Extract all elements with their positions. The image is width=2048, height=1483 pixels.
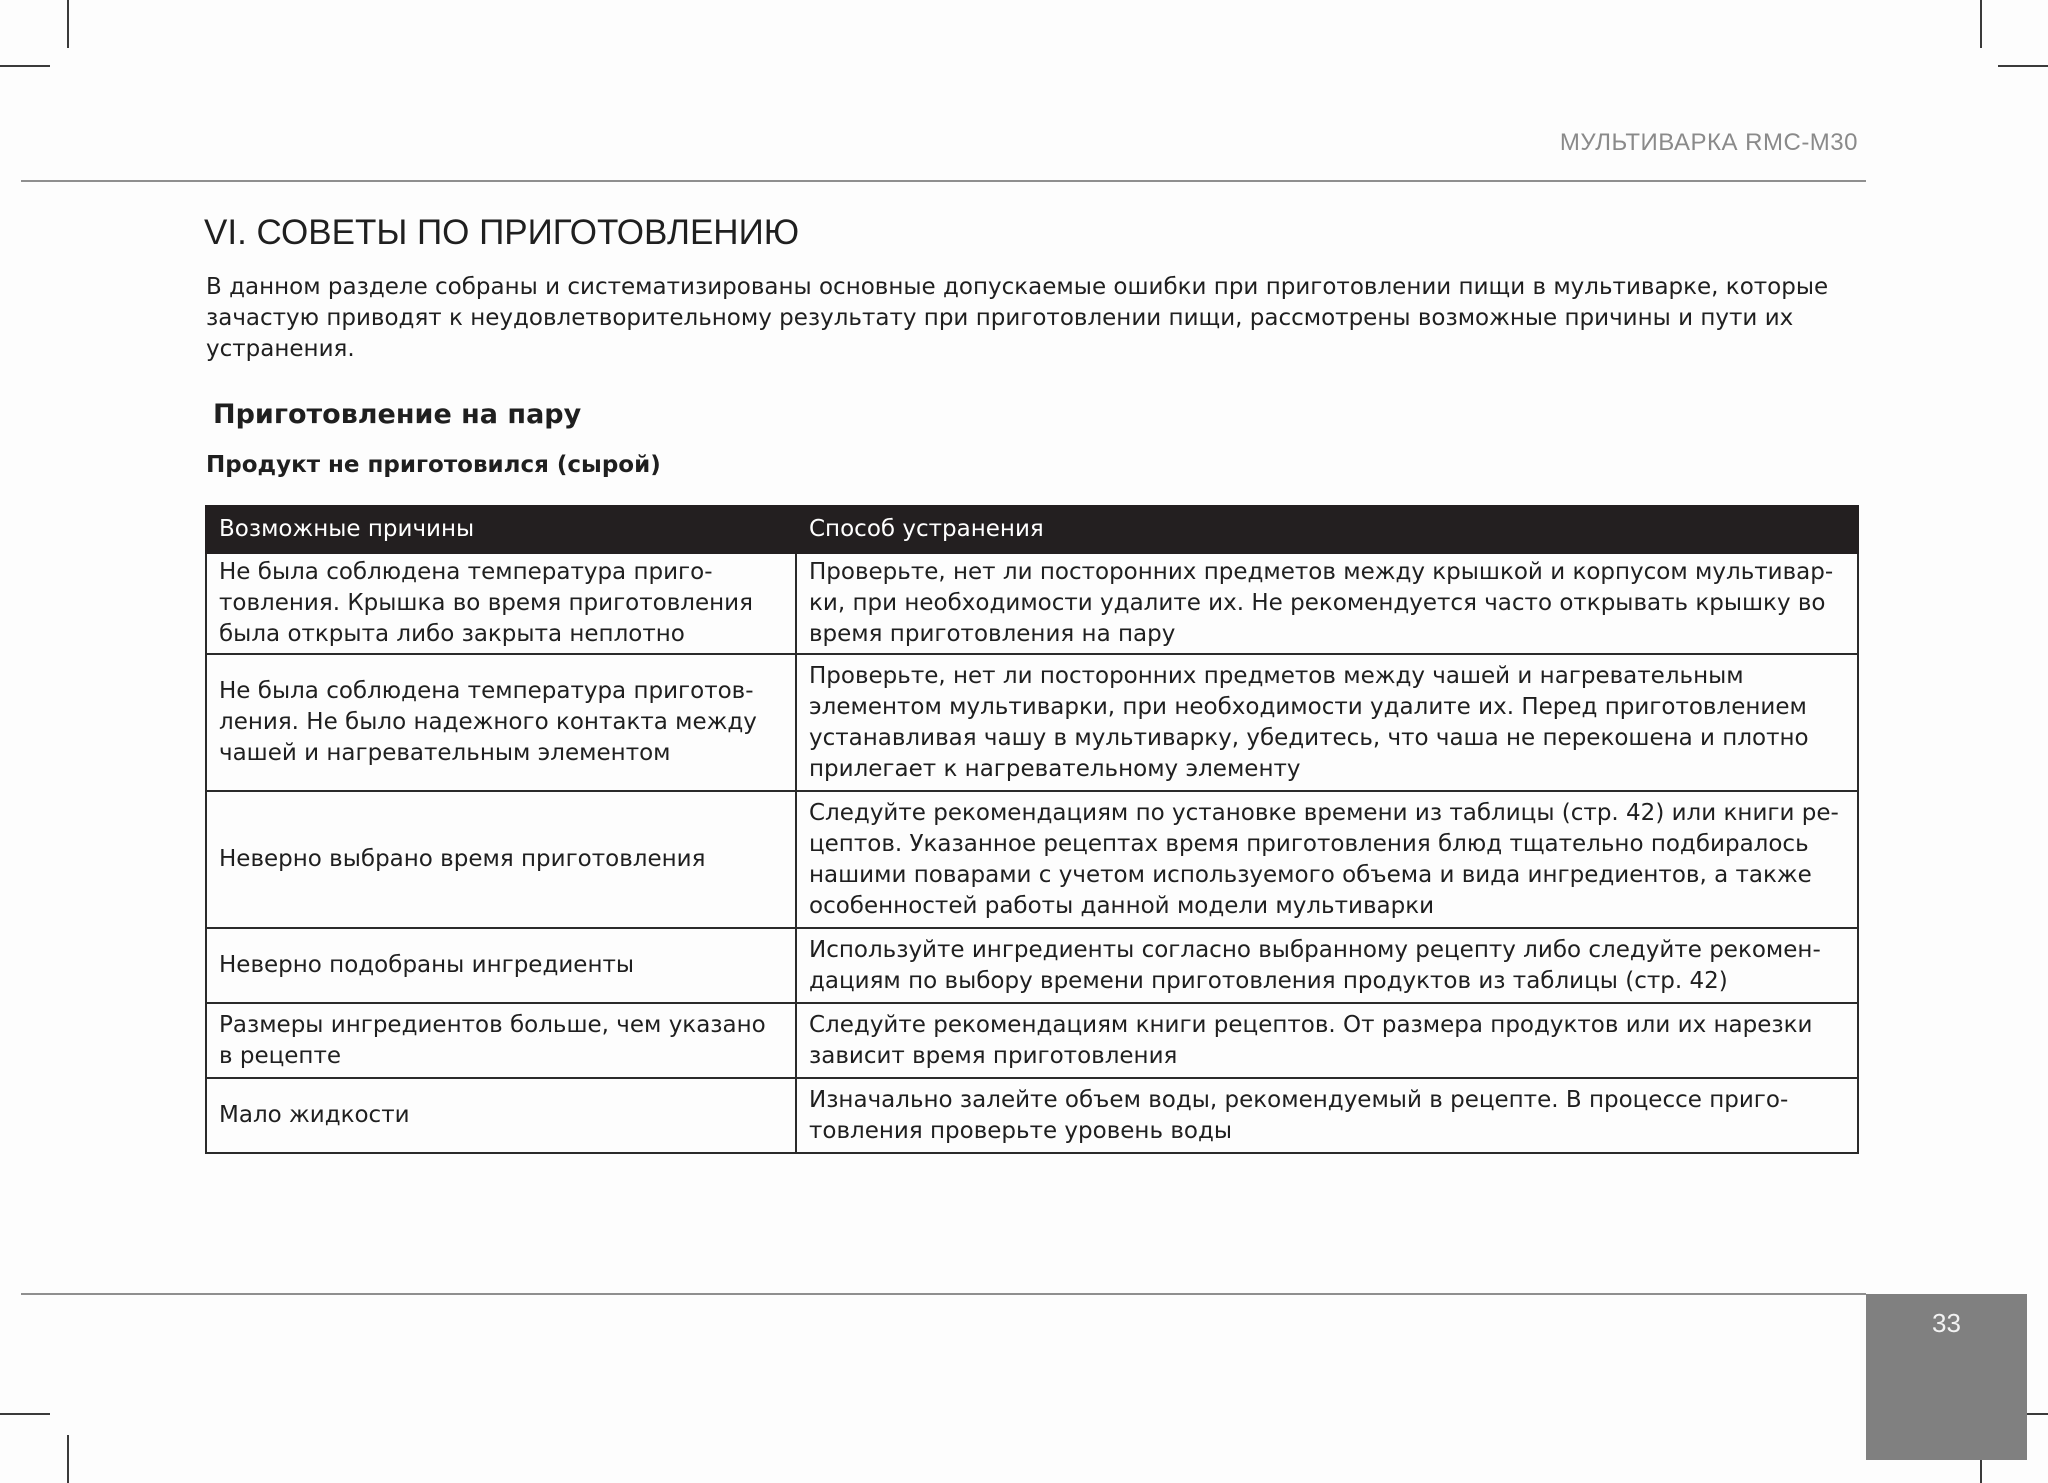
table-row — [206, 553, 1858, 654]
cause-cell: Мало жидкости — [206, 1078, 796, 1153]
page-number-box — [1866, 1294, 2027, 1460]
crop-mark — [1998, 65, 2048, 67]
header-rule — [21, 180, 1866, 182]
cause-cell: Неверно подобраны ингредиенты — [206, 928, 796, 1003]
solution-cell: Проверьте, нет ли посторонних предметов между чашей и нагревательным элементом мультиварки, при необходимости удалите их. Перед приготовлением устанавливая чашу в мультиварку, убедитесь, что чаша не перекошена и плотно прилегает к нагревательному элементу — [796, 654, 1858, 791]
solution-cell: Следуйте рекомендациям по установке времени из таблицы (стр. 42) или книги ре-цептов. Указанное рецептах время приготовления блюд тщательно подбиралось нашими поварами с учетом используемого объема и вида ингредиентов, а также особенностей работы данной модели мультиварки — [796, 791, 1858, 928]
problem-heading: Продукт не приготовился (сырой) — [206, 452, 661, 478]
crop-mark — [67, 1435, 69, 1483]
column-header-solutions: Способ устранения — [796, 506, 1858, 553]
cause-cell: Неверно выбрано время приготовления — [206, 791, 796, 928]
crop-mark — [0, 65, 50, 67]
solution-cell: Используйте ингредиенты согласно выбранному рецепту либо следуйте рекомен-дациям по выбору времени приготовления продуктов из таблицы (стр. 42) — [796, 928, 1858, 1003]
solution-cell: Проверьте, нет ли посторонних предметов между крышкой и корпусом мультивар-ки, при необходимости удалите их. Не рекомендуется часто открывать крышку во время приготовления на пару — [796, 553, 1858, 654]
crop-mark — [1980, 0, 1982, 48]
table-row — [206, 928, 1858, 1003]
page-number: 33 — [1932, 1308, 1961, 1338]
crop-mark — [67, 0, 69, 48]
table-row — [206, 1003, 1858, 1078]
footer-rule — [21, 1293, 1866, 1295]
troubleshooting-table — [205, 505, 1859, 1154]
table-header-row — [206, 506, 1858, 553]
intro-paragraph: В данном разделе собраны и систематизированы основные допускаемые ошибки при приготовлении пищи в мультиварке, которые зачастую приводят к неудовлетворительному результату при приготовлении пищи, рассмотрены возможные причины и пути их устранения. — [206, 274, 1829, 362]
solution-cell: Следуйте рекомендациям книги рецептов. От размера продуктов или их нарезки зависит время приготовления — [796, 1003, 1858, 1078]
cause-cell: Размеры ингредиентов больше, чем указано в рецепте — [206, 1003, 796, 1078]
table-row — [206, 654, 1858, 791]
crop-mark — [0, 1413, 50, 1415]
table-row — [206, 791, 1858, 928]
cause-cell: Не была соблюдена температура приго-товления. Крышка во время приготовления была открыта либо закрыта неплотно — [206, 553, 796, 654]
running-header: МУЛЬТИВАРКА RMC-M30 — [1559, 129, 1858, 156]
solution-cell: Изначально залейте объем воды, рекомендуемый в рецепте. В процессе приго-товления проверьте уровень воды — [796, 1078, 1858, 1153]
section-heading: VI. СОВЕТЫ ПО ПРИГОТОВЛЕНИЮ — [204, 213, 800, 252]
column-header-causes: Возможные причины — [206, 506, 796, 553]
cause-cell: Не была соблюдена температура приготов-ления. Не было надежного контакта между чашей и нагревательным элементом — [206, 654, 796, 791]
subsection-heading: Приготовление на пару — [213, 399, 582, 430]
table-row — [206, 1078, 1858, 1153]
